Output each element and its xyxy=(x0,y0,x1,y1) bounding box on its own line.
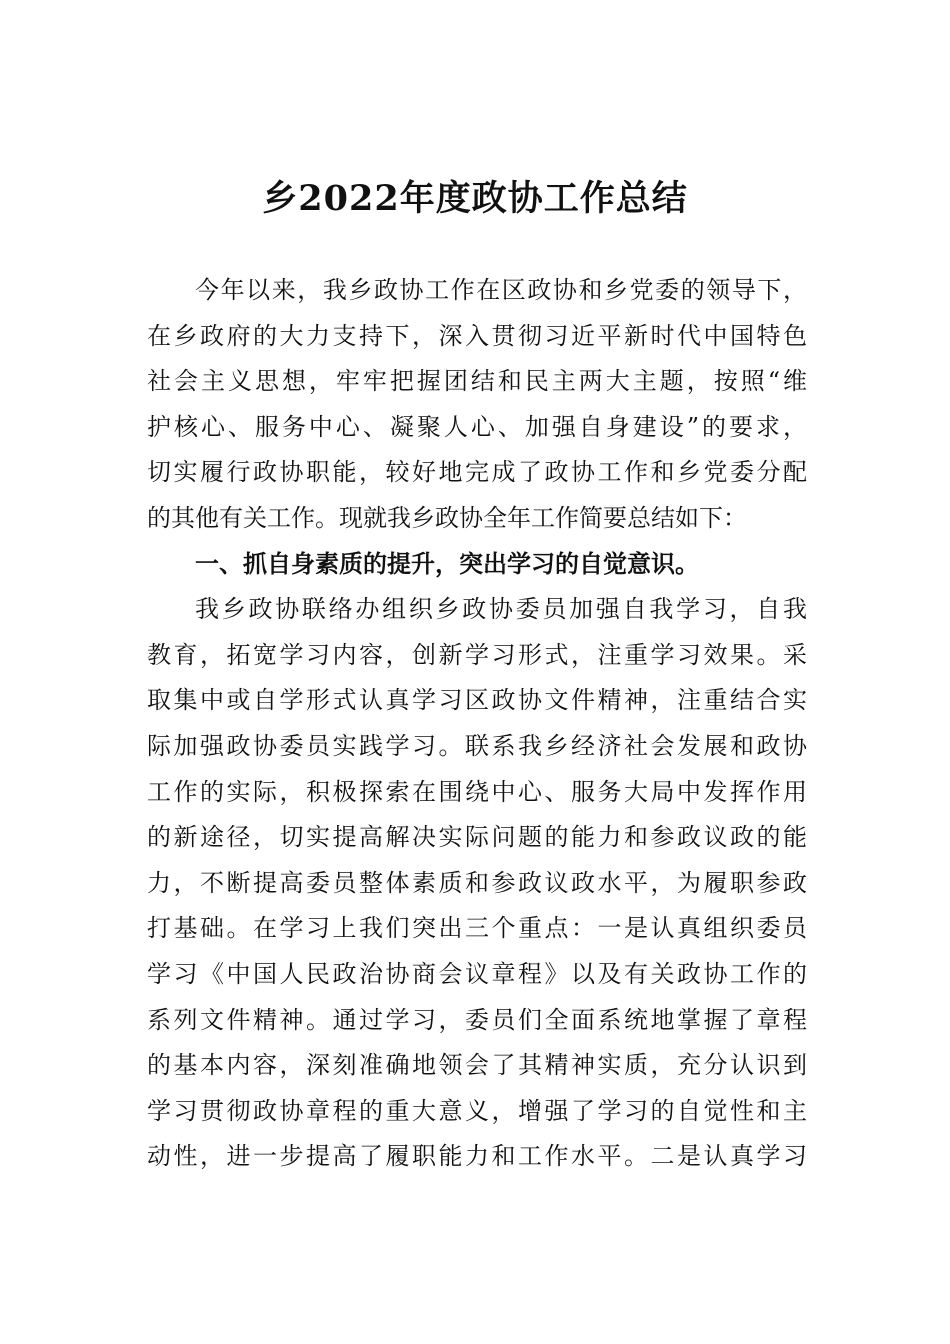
paragraph-line: 切实履行政协职能，较好地完成了政协工作和乡党委分配 xyxy=(147,458,807,487)
document-title: 乡2022年度政协工作总结 xyxy=(262,178,688,219)
paragraph-line: 护核心、服务中心、凝聚人心、加强自身建设”的要求， xyxy=(147,412,807,441)
paragraph-line: 打基础。在学习上我们突出三个重点：一是认真组织委员 xyxy=(147,914,807,943)
paragraph-line: 社会主义思想，牢牢把握团结和民主两大主题，按照“维 xyxy=(147,367,807,396)
document-body xyxy=(147,268,807,1180)
paragraph-line: 系列文件精神。通过学习，委员们全面系统地掌握了章程 xyxy=(147,1005,807,1034)
paragraph-line: 我乡政协联络办组织乡政协委员加强自我学习，自我 xyxy=(195,595,807,624)
paragraph-line: 的其他有关工作。现就我乡政协全年工作简要总结如下： xyxy=(147,503,747,532)
paragraph-line: 在乡政府的大力支持下，深入贯彻习近平新时代中国特色 xyxy=(147,321,807,350)
paragraph-line: 学习贯彻政协章程的重大意义，增强了学习的自觉性和主 xyxy=(147,1096,807,1125)
paragraph-line: 力，不断提高委员整体素质和参政议政水平，为履职参政 xyxy=(147,868,807,897)
paragraph-line: 取集中或自学形式认真学习区政协文件精神，注重结合实 xyxy=(147,686,807,715)
paragraph-line: 动性，进一步提高了履职能力和工作水平。二是认真学习 xyxy=(147,1142,807,1171)
paragraph-line: 工作的实际，积极探索在围绕中心、服务大局中发挥作用 xyxy=(147,777,807,806)
paragraph-line: 今年以来，我乡政协工作在区政协和乡党委的领导下， xyxy=(195,276,807,304)
section-heading: 一、抓自身素质的提升，突出学习的自觉意识。 xyxy=(195,549,699,578)
paragraph-line: 教育，拓宽学习内容，创新学习形式，注重学习效果。采 xyxy=(147,640,807,669)
paragraph-line: 的基本内容，深刻准确地领会了其精神实质，充分认识到 xyxy=(147,1051,807,1080)
paragraph-line: 的新途径，切实提高解决实际问题的能力和参政议政的能 xyxy=(147,823,807,852)
paragraph-line: 际加强政协委员实践学习。联系我乡经济社会发展和政协 xyxy=(147,731,807,760)
paragraph-line: 学习《中国人民政治协商会议章程》以及有关政协工作的 xyxy=(147,959,807,988)
